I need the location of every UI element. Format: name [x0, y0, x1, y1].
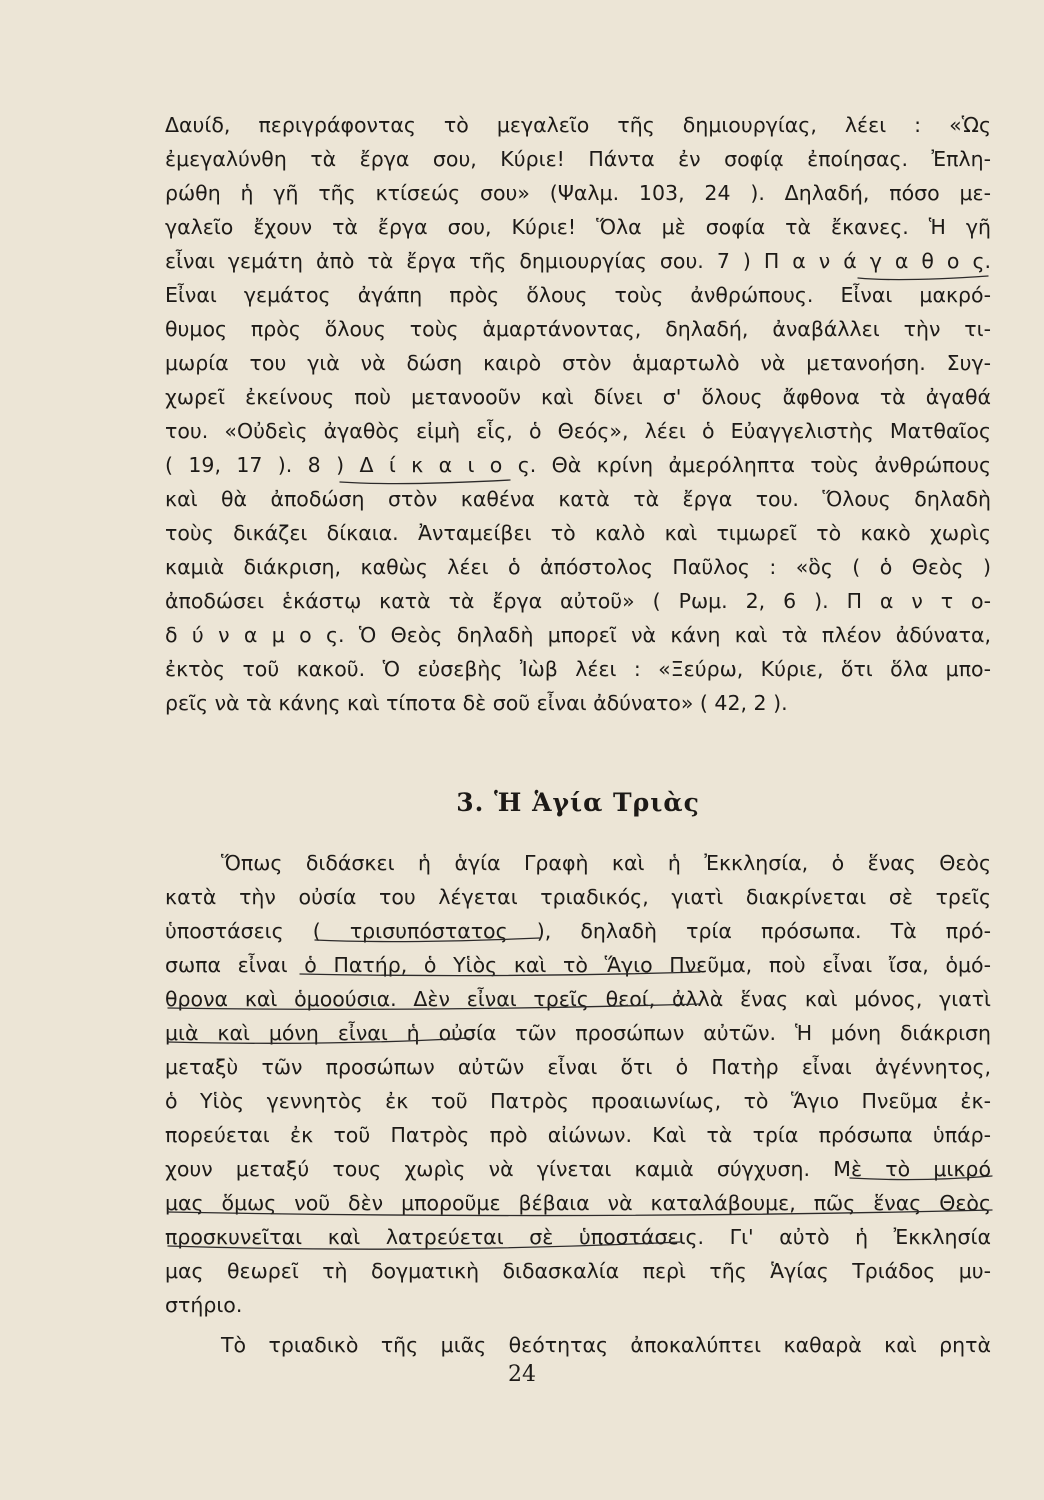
paragraph-holy-trinity: [165, 846, 991, 1322]
text-line: θυμος πρὸς ὅλους τοὺς ἁμαρτάνοντας, δηλαδή, ἀναβάλλει τὴν τι-: [165, 317, 991, 341]
text-line: ὑποστάσεις ( τρισυπόστατος ), δηλαδὴ τρία πρόσωπα. Τὰ πρό-: [165, 919, 991, 943]
text-line: σωπα εἶναι ὁ Πατήρ, ὁ Υἱὸς καὶ τὸ Ἅγιο Πνεῦμα, ποὺ εἶναι ἴσα, ὁμό-: [165, 953, 991, 977]
text-line: ἀποδώσει ἑκάστῳ κατὰ τὰ ἔργα αὐτοῦ» ( Ρωμ. 2, 6 ). Π α ν τ ο-: [165, 589, 991, 613]
text-line: καμιὰ διάκριση, καθὼς λέει ὁ ἀπόστολος Παῦλος : «ὃς ( ὁ Θεὸς ): [165, 555, 991, 579]
text-line: προσκυνεῖται καὶ λατρεύεται σὲ ὑποστάσεις. Γι' αὐτὸ ἡ Ἐκκλησία: [165, 1225, 991, 1249]
text-line: γαλεῖο ἔχουν τὰ ἔργα σου, Κύριε! Ὅλα μὲ σοφία τὰ ἔκανες. Ἡ γῆ: [165, 215, 991, 239]
text-line: χωρεῖ ἐκείνους ποὺ μετανοοῦν καὶ δίνει σ' ὅλους ἄφθονα τὰ ἀγαθά: [165, 385, 991, 409]
text-line: μωρία του γιὰ νὰ δώση καιρὸ στὸν ἁμαρτωλὸ νὰ μετανοήση. Συγ-: [165, 351, 991, 375]
text-line: Τὸ τριαδικὸ τῆς μιᾶς θεότητας ἀποκαλύπτει καθαρὰ καὶ ρητὰ: [221, 1333, 991, 1357]
text-line: μας ὅμως νοῦ δὲν μποροῦμε βέβαια νὰ καταλάβουμε, πῶς ἕνας Θεὸς: [165, 1191, 991, 1215]
text-line: μας θεωρεῖ τὴ δογματικὴ διδασκαλία περὶ τῆς Ἁγίας Τριάδος μυ-: [165, 1259, 991, 1283]
text-line: πορεύεται ἐκ τοῦ Πατρὸς πρὸ αἰώνων. Καὶ τὰ τρία πρόσωπα ὑπάρ-: [165, 1123, 991, 1147]
text-line: μεταξὺ τῶν προσώπων αὐτῶν εἶναι ὅτι ὁ Πατὴρ εἶναι ἀγέννητος,: [165, 1055, 991, 1079]
text-line: ἐκτὸς τοῦ κακοῦ. Ὁ εὐσεβὴς Ἰὼβ λέει : «Ξεύρω, Κύριε, ὅτι ὅλα μπο-: [165, 657, 991, 681]
text-line: χουν μεταξύ τους χωρὶς νὰ γίνεται καμιὰ σύγχυση. Μὲ τὸ μικρό: [165, 1157, 991, 1181]
text-line: κατὰ τὴν οὐσία του λέγεται τριαδικός, γιατὶ διακρίνεται σὲ τρεῖς: [165, 885, 991, 909]
text-line: στήριο.: [165, 1293, 243, 1317]
page-number: 24: [508, 1362, 536, 1387]
text-line: καὶ θὰ ἀποδώση στὸν καθένα κατὰ τὰ ἔργα του. Ὅλους δηλαδὴ: [165, 487, 991, 511]
text-line: του. «Οὐδεὶς ἀγαθὸς εἰμὴ εἷς, ὁ Θεός», λέει ὁ Εὐαγγελιστὴς Ματθαῖος: [165, 419, 991, 443]
text-line: ρεῖς νὰ τὰ κάνης καὶ τίποτα δὲ σοῦ εἶναι ἀδύνατο» ( 42, 2 ).: [165, 691, 788, 715]
text-line: ἐμεγαλύνθη τὰ ἔργα σου, Κύριε! Πάντα ἐν σοφίᾳ ἐποίησας. Ἐπλη-: [165, 147, 991, 171]
text-line: μιὰ καὶ μόνη εἶναι ἡ οὐσία τῶν προσώπων αὐτῶν. Ἡ μόνη διάκριση: [165, 1021, 991, 1045]
text-line: θρονα καὶ ὁμοούσια. Δὲν εἶναι τρεῖς θεοί, ἀλλὰ ἕνας καὶ μόνος, γιατὶ: [165, 987, 991, 1011]
paragraph-trinity-revelation: [165, 1328, 991, 1362]
text-line: τοὺς δικάζει δίκαια. Ἀνταμείβει τὸ καλὸ καὶ τιμωρεῖ τὸ κακὸ χωρὶς: [165, 521, 991, 545]
text-line: ρώθη ἡ γῆ τῆς κτίσεώς σου» (Ψαλμ. 103, 24 ). Δηλαδή, πόσο με-: [165, 181, 991, 205]
text-line: Εἶναι γεμάτος ἀγάπη πρὸς ὅλους τοὺς ἀνθρώπους. Εἶναι μακρό-: [165, 283, 991, 307]
text-line: εἶναι γεμάτη ἀπὸ τὰ ἔργα τῆς δημιουργίας σου. 7 ) Π α ν ά γ α θ ο ς.: [165, 249, 991, 273]
text-line: Δαυίδ, περιγράφοντας τὸ μεγαλεῖο τῆς δημιουργίας, λέει : «Ὡς: [165, 113, 991, 137]
text-line: δ ύ ν α μ ο ς. Ὁ Θεὸς δηλαδὴ μπορεῖ νὰ κάνη καὶ τὰ πλέον ἀδύνατα,: [165, 623, 991, 647]
section-heading: 3. Ἡ Ἁγία Τριὰς: [456, 788, 700, 817]
paragraph-attributes-of-god: [165, 108, 991, 720]
text-line: Ὅπως διδάσκει ἡ ἁγία Γραφὴ καὶ ἡ Ἐκκλησία, ὁ ἕνας Θεὸς: [221, 851, 991, 875]
text-line: ὁ Υἱὸς γεννητὸς ἐκ τοῦ Πατρὸς προαιωνίως, τὸ Ἅγιο Πνεῦμα ἐκ-: [165, 1089, 991, 1113]
text-line: ( 19, 17 ). 8 ) Δ ί κ α ι ο ς. Θὰ κρίνη ἀμερόληπτα τοὺς ἀνθρώπους: [165, 453, 991, 477]
